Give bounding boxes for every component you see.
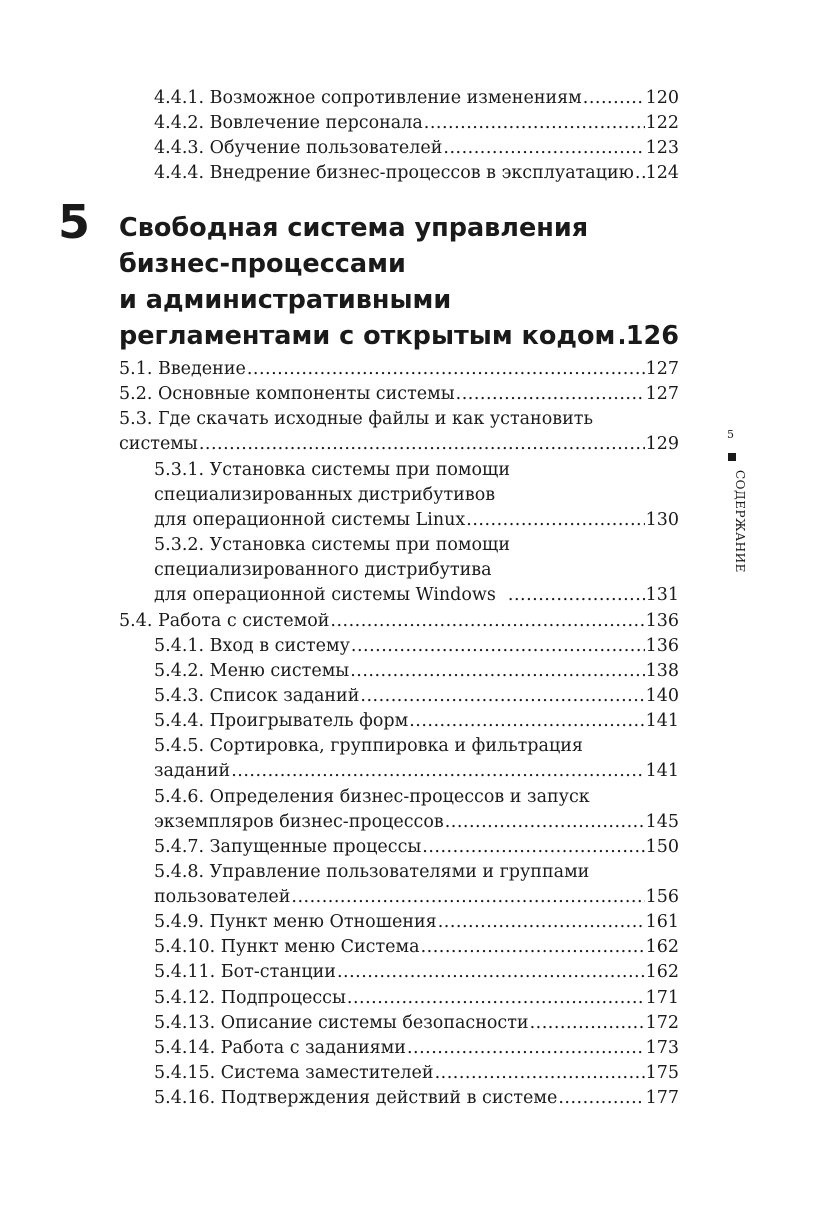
- toc-page-number: 130: [645, 510, 679, 530]
- toc-entry-text: заданий: [154, 761, 231, 781]
- toc-page-number: 162: [645, 962, 679, 982]
- leader-dots: [330, 609, 644, 634]
- running-page-number: 5: [727, 428, 734, 441]
- toc-entry-text: 5.4.7. Запущенные процессы: [154, 837, 422, 857]
- toc-page-number: 123: [645, 138, 679, 158]
- toc-entry[interactable]: [154, 835, 679, 860]
- toc-page-number: 162: [645, 937, 679, 957]
- toc-entry-text: 4.4.2. Вовлечение персонала: [154, 113, 423, 133]
- leader-dots: [438, 910, 645, 935]
- toc-entry-text: 5.3. Где скачать исходные файлы и как установить: [119, 409, 593, 429]
- leader-dots: [409, 709, 644, 734]
- toc-page-number: 138: [645, 661, 679, 681]
- toc-entry-text: пользователей: [154, 887, 291, 907]
- toc-entry-continued[interactable]: [154, 785, 679, 810]
- leader-dots: [635, 161, 645, 186]
- toc-page-number: 145: [645, 812, 679, 832]
- toc-entry[interactable]: [119, 357, 679, 382]
- toc-entry-text: 5.4.13. Описание системы безопасности: [154, 1013, 529, 1033]
- toc-entry[interactable]: [154, 709, 679, 734]
- toc-entry-continued[interactable]: [154, 860, 679, 885]
- toc-entry[interactable]: [119, 609, 679, 634]
- toc-entry[interactable]: [154, 684, 679, 709]
- toc-entry-continued[interactable]: [154, 458, 679, 483]
- chapter-title-line[interactable]: бизнес-процессами: [119, 249, 406, 279]
- toc-entry-text: 5.4.10. Пункт меню Система: [154, 937, 420, 957]
- toc-entry[interactable]: [154, 1086, 679, 1111]
- toc-page-number: 177: [645, 1088, 679, 1108]
- toc-entry-text: для операционной системы Windows: [154, 585, 496, 605]
- toc-entry[interactable]: [154, 111, 679, 136]
- leader-dots: [508, 583, 645, 608]
- leader-dots: [558, 1086, 644, 1111]
- toc-entry-text: 4.4.1. Возможное сопротивление изменениям: [154, 88, 582, 108]
- toc-entry-text: 5.4.4. Проигрыватель форм: [154, 711, 409, 731]
- toc-page-number: 127: [645, 359, 679, 379]
- toc-entry[interactable]: [154, 759, 679, 784]
- toc-entry-text: 5.4.6. Определения бизнес-процессов и запуск: [154, 787, 590, 807]
- chapter-title-line[interactable]: и административными: [119, 285, 452, 315]
- chapter-title-line: регламентами с открытым кодом: [119, 321, 616, 351]
- toc-entry-text: специализированного дистрибутива: [154, 560, 492, 580]
- toc-entry-text: 5.4.16. Подтверждения действий в системе: [154, 1088, 558, 1108]
- toc-entry-text: 5.1. Введение: [119, 359, 246, 379]
- leader-dots: [422, 835, 644, 860]
- toc-entry-text: 4.4.4. Внедрение бизнес-процессов в эксплуатацию: [154, 163, 634, 183]
- leader-dots: [424, 111, 645, 136]
- leader-dots: [291, 885, 644, 910]
- toc-entry-text: 5.4.12. Подпроцессы: [154, 988, 346, 1008]
- toc-entry[interactable]: [154, 659, 679, 684]
- toc-page-number: 173: [645, 1038, 679, 1058]
- toc-entry-continued[interactable]: [154, 483, 679, 508]
- toc-entry-text: экземпляров бизнес-процессов: [154, 812, 444, 832]
- chapter-title-entry[interactable]: [119, 318, 679, 354]
- leader-dots: [199, 432, 645, 457]
- toc-entry[interactable]: [154, 960, 679, 985]
- leader-dots: [421, 935, 645, 960]
- toc-entry-text: для операционной системы Linux: [154, 510, 466, 530]
- leader-dots: [360, 684, 644, 709]
- leader-dots: [350, 659, 644, 684]
- toc-entry-text: 5.2. Основные компоненты системы: [119, 384, 455, 404]
- toc-page-number: 172: [645, 1013, 679, 1033]
- toc-entry-text: 5.4.14. Работа с заданиями: [154, 1038, 406, 1058]
- leader-dots: [617, 318, 623, 354]
- toc-entry[interactable]: [154, 136, 679, 161]
- leader-dots: [443, 136, 644, 161]
- leader-dots: [435, 1061, 645, 1086]
- toc-entry[interactable]: [154, 885, 679, 910]
- toc-entry[interactable]: [154, 161, 679, 186]
- toc-entry[interactable]: [119, 432, 679, 457]
- leader-dots: [347, 986, 645, 1011]
- leader-dots: [407, 1036, 645, 1061]
- leader-dots: [530, 1011, 645, 1036]
- toc-entry-text: 5.3.1. Установка системы при помощи: [154, 460, 510, 480]
- toc-entry-continued[interactable]: [119, 407, 679, 432]
- toc-page-number: 150: [645, 837, 679, 857]
- toc-page-number: 120: [645, 88, 679, 108]
- toc-page-number: 136: [645, 636, 679, 656]
- toc-page-number: 129: [645, 434, 679, 454]
- toc-page-number: 141: [645, 761, 679, 781]
- chapter-number: 5: [58, 195, 91, 249]
- toc-entry-continued[interactable]: [154, 533, 679, 558]
- toc-entry-text: 5.4. Работа с системой: [119, 611, 330, 631]
- toc-entry[interactable]: [154, 508, 679, 533]
- toc-page-number: 140: [645, 686, 679, 706]
- toc-entry-continued[interactable]: [154, 558, 679, 583]
- leader-dots: [445, 810, 645, 835]
- toc-entry-text: 5.4.5. Сортировка, группировка и фильтрация: [154, 736, 583, 756]
- toc-entry[interactable]: [154, 583, 679, 608]
- toc-page-number: 124: [645, 163, 679, 183]
- toc-entry-text: системы: [119, 434, 198, 454]
- toc-entry[interactable]: [154, 86, 679, 111]
- toc-entry-text: 5.4.15. Система заместителей: [154, 1063, 434, 1083]
- toc-entry[interactable]: [154, 986, 679, 1011]
- toc-entry[interactable]: [154, 1061, 679, 1086]
- toc-entry-text: 5.3.2. Установка системы при помощи: [154, 535, 510, 555]
- leader-dots: [247, 357, 645, 382]
- toc-entry[interactable]: [154, 634, 679, 659]
- leader-dots: [456, 382, 645, 407]
- toc-entry-text: 4.4.3. Обучение пользователей: [154, 138, 443, 158]
- chapter-title-line[interactable]: Свободная система управления: [119, 213, 589, 243]
- toc-page-number: 171: [645, 988, 679, 1008]
- toc-entry-text: 5.4.1. Вход в систему: [154, 636, 350, 656]
- toc-page-number: 156: [645, 887, 679, 907]
- leader-dots: [231, 759, 644, 784]
- toc-page-number: 131: [645, 585, 679, 605]
- toc-page-number: 175: [645, 1063, 679, 1083]
- leader-dots: [466, 508, 644, 533]
- toc-entry[interactable]: [154, 910, 679, 935]
- toc-page-number: 127: [645, 384, 679, 404]
- toc-entry-continued[interactable]: [154, 734, 679, 759]
- toc-entry-text: 5.4.2. Меню системы: [154, 661, 350, 681]
- leader-dots: [337, 960, 645, 985]
- toc-page-number: 136: [645, 611, 679, 631]
- toc-entry-text: 5.4.8. Управление пользователями и группами: [154, 862, 590, 882]
- toc-page-number: 161: [645, 912, 679, 932]
- leader-dots: [583, 86, 645, 111]
- square-bullet-icon: [728, 453, 736, 461]
- toc-entry-text: 5.4.3. Список заданий: [154, 686, 360, 706]
- toc-entry-text: 5.4.11. Бот-станции: [154, 962, 336, 982]
- running-section-label: СОДЕРЖАНИЕ: [733, 470, 747, 573]
- toc-page-number: 122: [645, 113, 679, 133]
- toc-entry-text: 5.4.9. Пункт меню Отношения: [154, 912, 437, 932]
- toc-entry[interactable]: [119, 382, 679, 407]
- toc-entry[interactable]: [154, 1036, 679, 1061]
- leader-dots: [351, 634, 645, 659]
- toc-page-number: 141: [645, 711, 679, 731]
- toc-entry[interactable]: [154, 810, 679, 835]
- toc-entry[interactable]: [154, 935, 679, 960]
- chapter-page-number: 126: [625, 321, 679, 351]
- toc-entry-text: специализированных дистрибутивов: [154, 485, 496, 505]
- toc-entry[interactable]: [154, 1011, 679, 1036]
